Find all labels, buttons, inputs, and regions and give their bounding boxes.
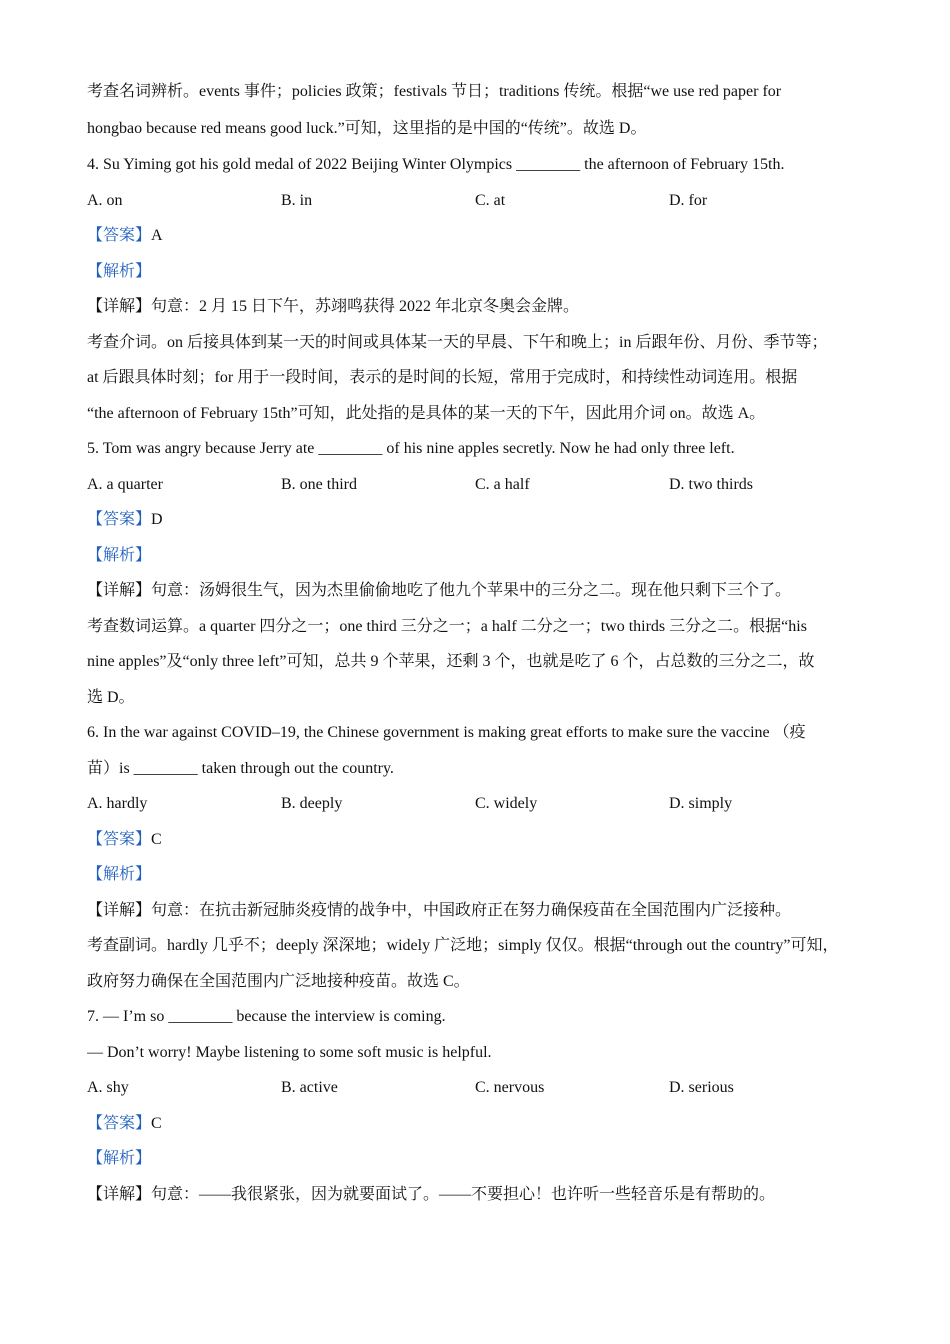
- detail-text: 句意：在抗击新冠肺炎疫情的战争中，中国政府正在努力确保疫苗在全国范围内广泛接种。: [151, 901, 792, 919]
- option-b: B. active: [281, 1079, 338, 1096]
- answer-tag: 【答案】: [87, 227, 152, 244]
- detail-tag: 【详解】: [87, 901, 152, 919]
- detail-text: 政府努力确保在全国范围内广泛地接种疫苗。故选 C。: [87, 972, 470, 990]
- options-row: [87, 1070, 877, 1106]
- analysis-line: [87, 254, 877, 290]
- detail-line: [87, 1177, 877, 1213]
- detail-tag: 【详解】: [87, 582, 152, 599]
- detail-text: 考查副词。hardly 几乎不；deeply 深深地；widely 广泛地；simply 仅仅。根据“through out the country”可知，: [87, 937, 839, 954]
- option-d: D. simply: [669, 795, 733, 812]
- question-5: [87, 431, 877, 715]
- option-a: A. a quarter: [87, 475, 163, 493]
- detail-tag: 【详解】: [87, 298, 152, 315]
- option-a: A. hardly: [87, 795, 148, 812]
- text-line: 考查名词辨析。events 事件；policies 政策；festivals 节日；traditions 传统。根据“we use red paper for: [87, 83, 782, 100]
- analysis-line: [87, 1141, 877, 1177]
- detail-text: 选 D。: [87, 688, 135, 706]
- detail-text: 句意：2 月 15 日下午，苏翊鸣获得 2022 年北京冬奥会金牌。: [151, 298, 580, 315]
- option-c: C. at: [475, 191, 506, 209]
- answer-value: C: [151, 830, 162, 848]
- detail-text: at 后跟具体时刻；for 用于一段时间，表示的是时间的长短，常用于完成时，和持续性动词连用。根据: [87, 369, 798, 386]
- detail-text: 句意：汤姆很生气，因为杰里偷偷地吃了他九个苹果中的三分之二。现在他只剩下三个了。: [151, 582, 792, 599]
- answer-line: [87, 1106, 877, 1142]
- analysis-tag: 【解析】: [87, 546, 152, 564]
- option-b: B. deeply: [281, 795, 343, 812]
- option-d: D. for: [669, 191, 708, 209]
- detail-text: 句意：——我很紧张，因为就要面试了。——不要担心！也许听一些轻音乐是有帮助的。: [151, 1185, 776, 1203]
- question-4: [87, 147, 877, 431]
- answer-value: D: [151, 511, 163, 528]
- option-d: D. two thirds: [669, 475, 753, 493]
- option-a: A. on: [87, 191, 123, 209]
- analysis-tag: 【解析】: [87, 1150, 152, 1167]
- question-stem: 6. In the war against COVID–19, the Chinese government is making great efforts to make sure the vaccine （疫: [87, 724, 806, 741]
- answer-value: A: [151, 227, 163, 244]
- question-7: [87, 999, 877, 1212]
- question-stem: — Don’t worry! Maybe listening to some soft music is helpful.: [87, 1043, 492, 1061]
- question-stem: 苗）is ________ taken through out the country.: [87, 759, 394, 777]
- answer-line: [87, 218, 877, 254]
- analysis-tag: 【解析】: [87, 262, 152, 280]
- option-b: B. one third: [281, 475, 357, 493]
- option-d: D. serious: [669, 1079, 734, 1096]
- answer-value: C: [151, 1114, 162, 1132]
- answer-line: [87, 822, 877, 858]
- option-a: A. shy: [87, 1079, 129, 1096]
- detail-line: [87, 573, 877, 609]
- answer-tag: 【答案】: [87, 511, 152, 528]
- prev-explanation: [87, 74, 877, 147]
- detail-text: 考查数词运算。a quarter 四分之一；one third 三分之一；a half 二分之一；two thirds 三分之二。根据“his: [87, 617, 807, 635]
- options-row: [87, 467, 877, 503]
- detail-line: [87, 893, 877, 929]
- answer-tag: 【答案】: [87, 1114, 152, 1132]
- analysis-line: [87, 857, 877, 893]
- question-6: [87, 715, 877, 999]
- analysis-line: [87, 538, 877, 574]
- option-b: B. in: [281, 191, 313, 209]
- question-stem: 5. Tom was angry because Jerry ate ________ of his nine apples secretly. Now he had only three left.: [87, 440, 735, 457]
- detail-text: “the afternoon of February 15th”可知，此处指的是具体的某一天的下午，因此用介词 on。故选 A。: [87, 404, 766, 422]
- analysis-tag: 【解析】: [87, 866, 152, 883]
- option-c: C. nervous: [475, 1079, 545, 1096]
- detail-line: [87, 289, 877, 325]
- options-row: [87, 786, 877, 822]
- option-c: C. widely: [475, 795, 538, 812]
- question-stem: 4. Su Yiming got his gold medal of 2022 Beijing Winter Olympics ________ the afternoon of February 15th.: [87, 156, 785, 173]
- text-line: hongbao because red means good luck.”可知，这里指的是中国的“传统”。故选 D。: [87, 119, 647, 137]
- answer-line: [87, 502, 877, 538]
- option-c: C. a half: [475, 475, 530, 493]
- detail-text: nine apples”及“only three left”可知，总共 9 个苹果，还剩 3 个，也就是吃了 6 个，占总数的三分之二，故: [87, 653, 815, 670]
- detail-tag: 【详解】: [87, 1185, 152, 1203]
- answer-tag: 【答案】: [87, 830, 152, 848]
- document-page: [87, 74, 877, 1212]
- detail-text: 考查介词。on 后接具体到某一天的时间或具体某一天的早晨、下午和晚上；in 后跟年份、月份、季节等；: [87, 333, 828, 351]
- options-row: [87, 183, 877, 219]
- question-stem: 7. — I’m so ________ because the interview is coming.: [87, 1008, 446, 1025]
